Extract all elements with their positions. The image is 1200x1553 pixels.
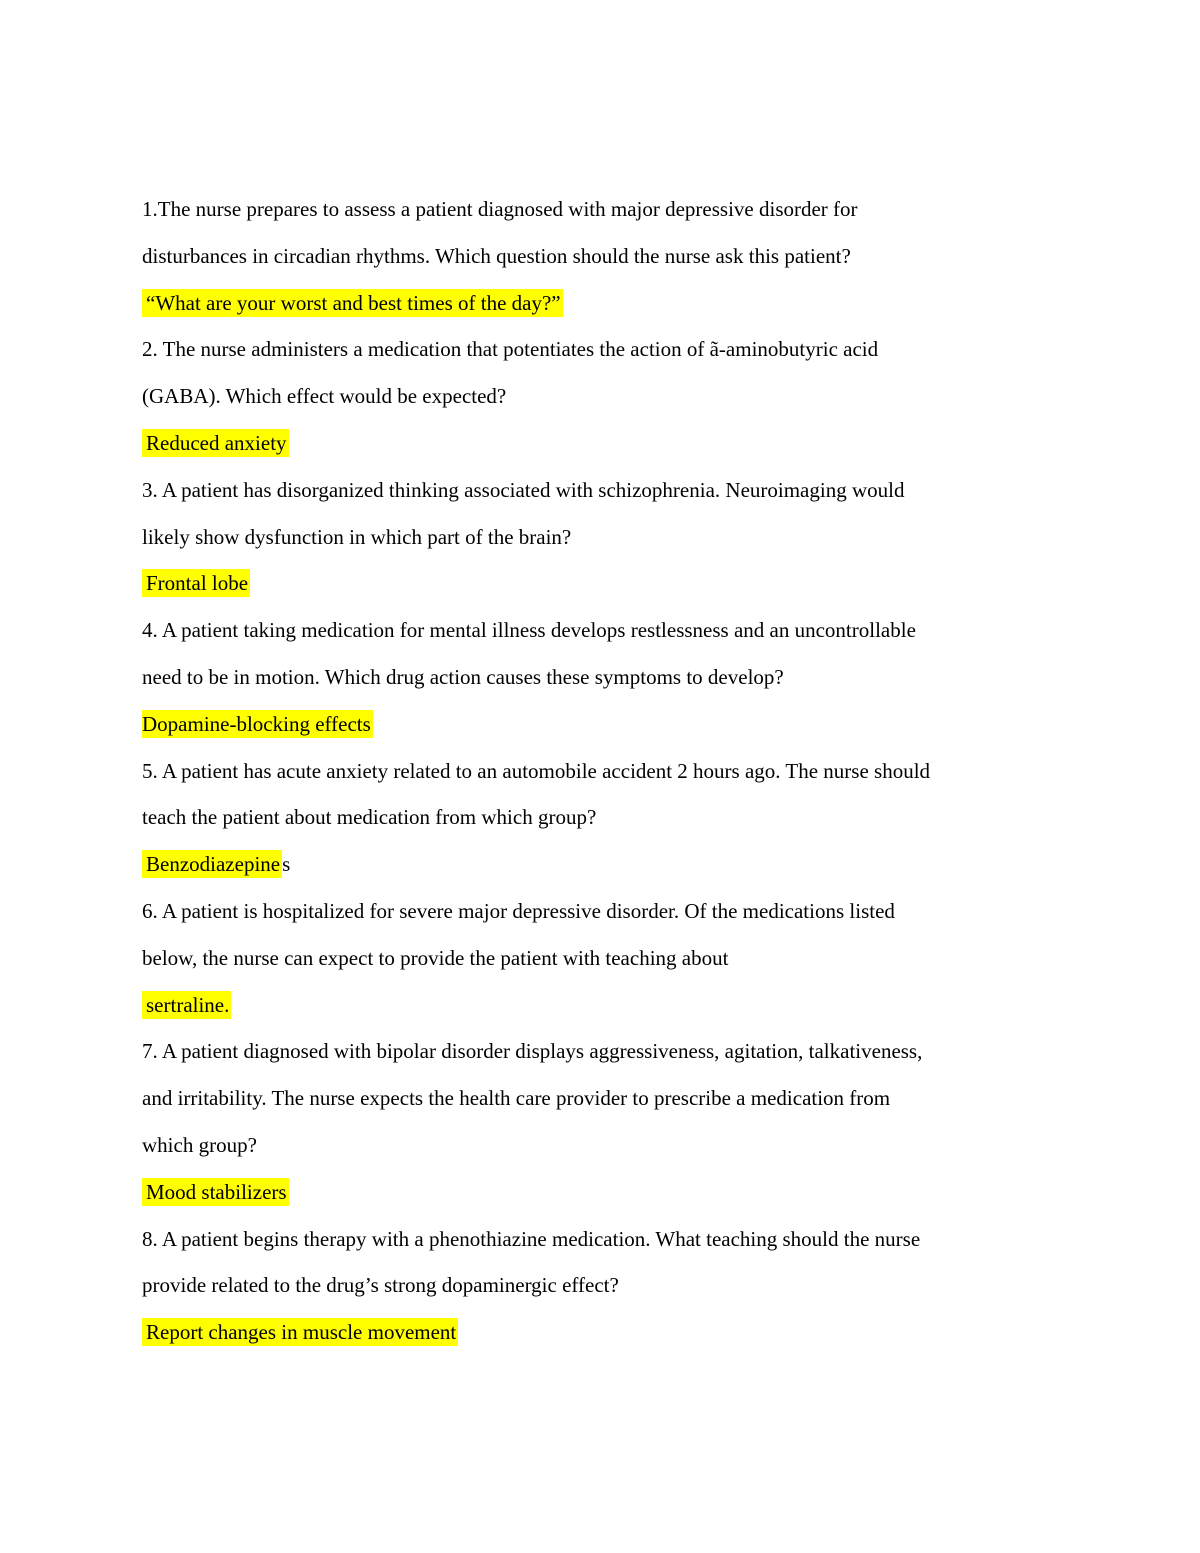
question-text-line: 8. A patient begins therapy with a phenothiazine medication. What teaching should the nurse — [142, 1226, 921, 1251]
question-text-line: likely show dysfunction in which part of the brain? — [142, 524, 572, 549]
answer-tail-text: s — [282, 852, 291, 877]
answer-line — [142, 1169, 1042, 1216]
highlighted-answer: “What are your worst and best times of the day?” — [142, 289, 563, 317]
answer-line — [142, 280, 1042, 327]
question-text-line: provide related to the drug’s strong dopaminergic effect? — [142, 1273, 619, 1298]
question-item-5 — [142, 748, 1042, 888]
question-text-line: 6. A patient is hospitalized for severe major depressive disorder. Of the medications listed — [142, 898, 895, 923]
question-list — [142, 186, 1042, 1356]
question-text-line: 1.The nurse prepares to assess a patient diagnosed with major depressive disorder for — [142, 197, 858, 221]
question-item-6 — [142, 888, 1042, 1028]
question-item-1 — [142, 186, 1042, 326]
question-text-line: need to be in motion. Which drug action causes these symptoms to develop? — [142, 664, 784, 689]
answer-line — [142, 560, 1042, 607]
question-text-line: below, the nurse can expect to provide the patient with teaching about — [142, 945, 729, 970]
question-text-line: 5. A patient has acute anxiety related to an automobile accident 2 hours ago. The nurse should — [142, 758, 931, 783]
question-text-line: disturbances in circadian rhythms. Which question should the nurse ask this patient? — [142, 243, 851, 268]
question-text-line: (GABA). Which effect would be expected? — [142, 384, 507, 409]
highlighted-answer: Frontal lobe — [142, 569, 250, 597]
answer-line — [142, 1309, 1042, 1356]
answer-line — [142, 841, 1042, 888]
highlighted-answer: sertraline. — [142, 991, 231, 1019]
question-item-8 — [142, 1216, 1042, 1356]
question-text-line: 3. A patient has disorganized thinking associated with schizophrenia. Neuroimaging would — [142, 477, 905, 502]
question-item-4 — [142, 607, 1042, 747]
question-text-line: teach the patient about medication from which group? — [142, 805, 597, 830]
highlighted-answer: Reduced anxiety — [142, 429, 289, 457]
answer-line — [142, 701, 1042, 748]
question-item-3 — [142, 467, 1042, 607]
question-text-line: 7. A patient diagnosed with bipolar disorder displays aggressiveness, agitation, talkativeness, — [142, 1039, 923, 1064]
highlighted-answer: Dopamine-blocking effects — [142, 711, 371, 736]
answer-line — [142, 420, 1042, 467]
answer-line — [142, 982, 1042, 1029]
question-text-line: 2. The nurse administers a medication that potentiates the action of ã-aminobutyric acid — [142, 337, 879, 362]
highlighted-answer: Report changes in muscle movement — [142, 1318, 458, 1346]
question-text-line: which group? — [142, 1132, 257, 1157]
highlighted-answer: Mood stabilizers — [142, 1178, 289, 1206]
question-text-line: 4. A patient taking medication for mental illness develops restlessness and an uncontrollable — [142, 618, 916, 643]
highlighted-answer: Benzodiazepine — [142, 850, 282, 878]
question-item-7 — [142, 1028, 1042, 1215]
question-text-line: and irritability. The nurse expects the health care provider to prescribe a medication from — [142, 1086, 891, 1111]
question-item-2 — [142, 326, 1042, 466]
